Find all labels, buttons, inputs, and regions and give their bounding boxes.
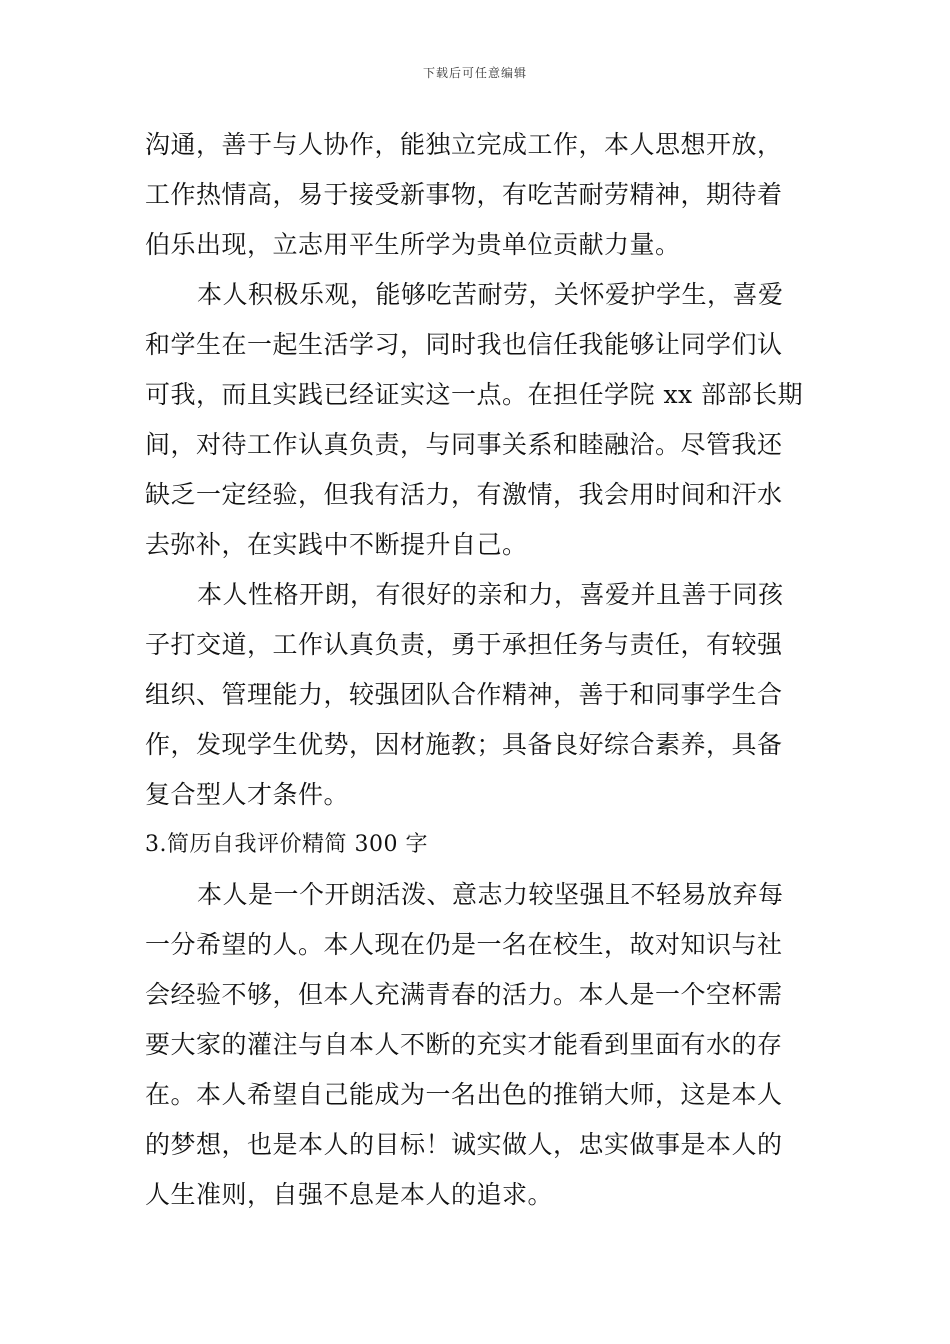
document-body	[145, 126, 810, 1226]
text-line: 复合型人才条件。	[145, 780, 350, 809]
paragraph-2	[145, 276, 810, 576]
text-line: 去弥补，在实践中不断提升自己。	[145, 530, 528, 559]
text-line: 人生准则，自强不息是本人的追求。	[145, 1180, 554, 1209]
text-line: 组织、管理能力，较强团队合作精神，善于和同事学生合	[145, 680, 783, 709]
paragraph-4	[145, 876, 810, 1226]
text-line: 会经验不够，但本人充满青春的活力。本人是一个空杯需	[145, 980, 783, 1009]
text-line: 一分希望的人。本人现在仍是一名在校生，故对知识与社	[145, 930, 783, 959]
text-line: 伯乐出现，立志用平生所学为贵单位贡献力量。	[145, 230, 681, 259]
paragraph-1	[145, 126, 810, 276]
text-line: 本人性格开朗，有很好的亲和力，喜爱并且善于同孩	[197, 580, 784, 609]
text-line: 缺乏一定经验，但我有活力，有激情，我会用时间和汗水	[145, 480, 783, 509]
text-line: 工作热情高，易于接受新事物，有吃苦耐劳精神，期待着	[145, 180, 783, 209]
section-heading	[145, 826, 810, 876]
text-line: 本人积极乐观，能够吃苦耐劳，关怀爱护学生，喜爱	[197, 280, 784, 309]
text-line: 和学生在一起生活学习，同时我也信任我能够让同学们认	[145, 330, 783, 359]
text-line: 的梦想，也是本人的目标！诚实做人，忠实做事是本人的	[145, 1130, 783, 1159]
text-line: 沟通，善于与人协作，能独立完成工作，本人思想开放，	[145, 130, 783, 159]
text-line: 作，发现学生优势，因材施教；具备良好综合素养，具备	[145, 730, 783, 759]
page-header: 下载后可任意编辑	[422, 66, 527, 80]
text-line: 间，对待工作认真负责，与同事关系和睦融洽。尽管我还	[145, 430, 783, 459]
text-line: 可我，而且实践已经证实这一点。在担任学院 xx 部部长期	[145, 380, 804, 409]
text-line: 本人是一个开朗活泼、意志力较坚强且不轻易放弃每	[197, 880, 784, 909]
text-line: 在。本人希望自己能成为一名出色的推销大师，这是本人	[145, 1080, 783, 1109]
text-line: 要大家的灌注与自本人不断的充实才能看到里面有水的存	[145, 1030, 783, 1059]
paragraph-3	[145, 576, 810, 826]
section-heading-text: 3.简历自我评价精简 300 字	[145, 832, 428, 857]
text-line: 子打交道，工作认真负责，勇于承担任务与责任，有较强	[145, 630, 783, 659]
